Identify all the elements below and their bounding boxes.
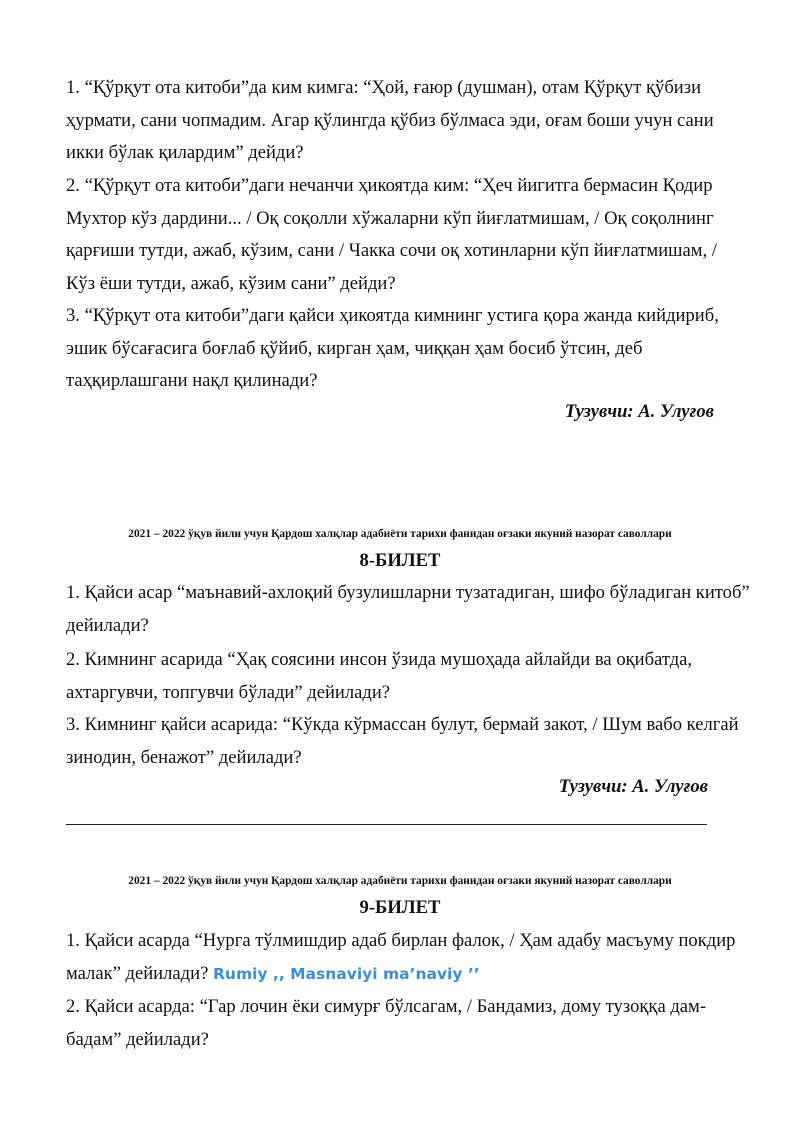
author-signature: Тузувчи: А. Улуғов [558,776,708,797]
question-2: 2. “Қўрқут ота китоби”даги нечанчи ҳикоятда ким: “Ҳеч йигитга бермасин Қодир Мухтор кўз дардини... / Оқ соқолли хўжаларни кўп йиғлатмишам, / Оқ соқолнинг қарғиши тутди, ажаб, кўзим, сани / Чакка сочи оқ хотинларни кўп йиғлатмишам, / Кўз ёши тутди, ажаб, кўзим сани” дейди? [66,175,717,294]
question-2: 2. Кимнинг асарида “Ҳақ соясини инсон ўзида мушоҳада айлайди ва оқибатда, ахтаргувчи, топгувчи бўлади” дейилади? [66,649,693,703]
ticket-title: 8-БИЛЕТ [359,550,441,571]
exam-heading: 2021 – 2022 ўқув йили учун Қардош халқлар адабиёти тарихи фанидан оғзаки якуний назорат саволлари [128,875,672,887]
question-1: 1. “Қўрқут ота китоби”да ким кимга: “Ҳой, ғаюр (душман), отам Қўрқут қўбизи ҳурмати, сани чопмадим. Агар қўлингда қўбиз бўлмаса эди, оғам боши учун сани икки бўлак қилардим” дейди? [66,77,714,164]
question-text: 1. Қайси асарда “Нурга тўлмишдир адаб бирлан фалок, / Ҳам адабу масъуму покдир малак” дейилади? [66,930,736,984]
question-3: 3. “Қўрқут ота китоби”даги қайси ҳикоятда кимнинг устига қора жанда кийдириб, эшик бўсағасига боғлаб қўйиб, кирган ҳам, чиққан ҳам босиб ўтсин, деб таҳқирлашгани нақл қилинади? [66,305,719,392]
question-1 [66,925,750,990]
exam-heading: 2021 – 2022 ўқув йили учун Қардош халқлар адабиёти тарихи фанидан оғзаки якуний назорат саволлари [128,528,672,540]
question-3: 3. Кимнинг қайси асарида: “Кўкда кўрмассан булут, бермай закот, / Шум вабо келгай зинодин, бенажот” дейилади? [66,714,739,768]
question-2: 2. Қайси асарда: “Гар лочин ёки симурғ бўлсагам, / Бандамиз, дому тузоққа дам-бадам” дейилади? [66,996,707,1050]
author-signature: Тузувчи: А. Улуғов [564,401,714,422]
question-1: 1. Қайси асар “маънавий-ахлоқий бузулишларни тузатадиган, шифо бўладиган китоб” дейилади? [66,582,750,636]
handwritten-answer: Rumiy ,, Masnaviyi ma’naviy ’’ [213,964,480,983]
ticket-title: 9-БИЛЕТ [359,897,441,918]
section-divider [66,824,707,825]
